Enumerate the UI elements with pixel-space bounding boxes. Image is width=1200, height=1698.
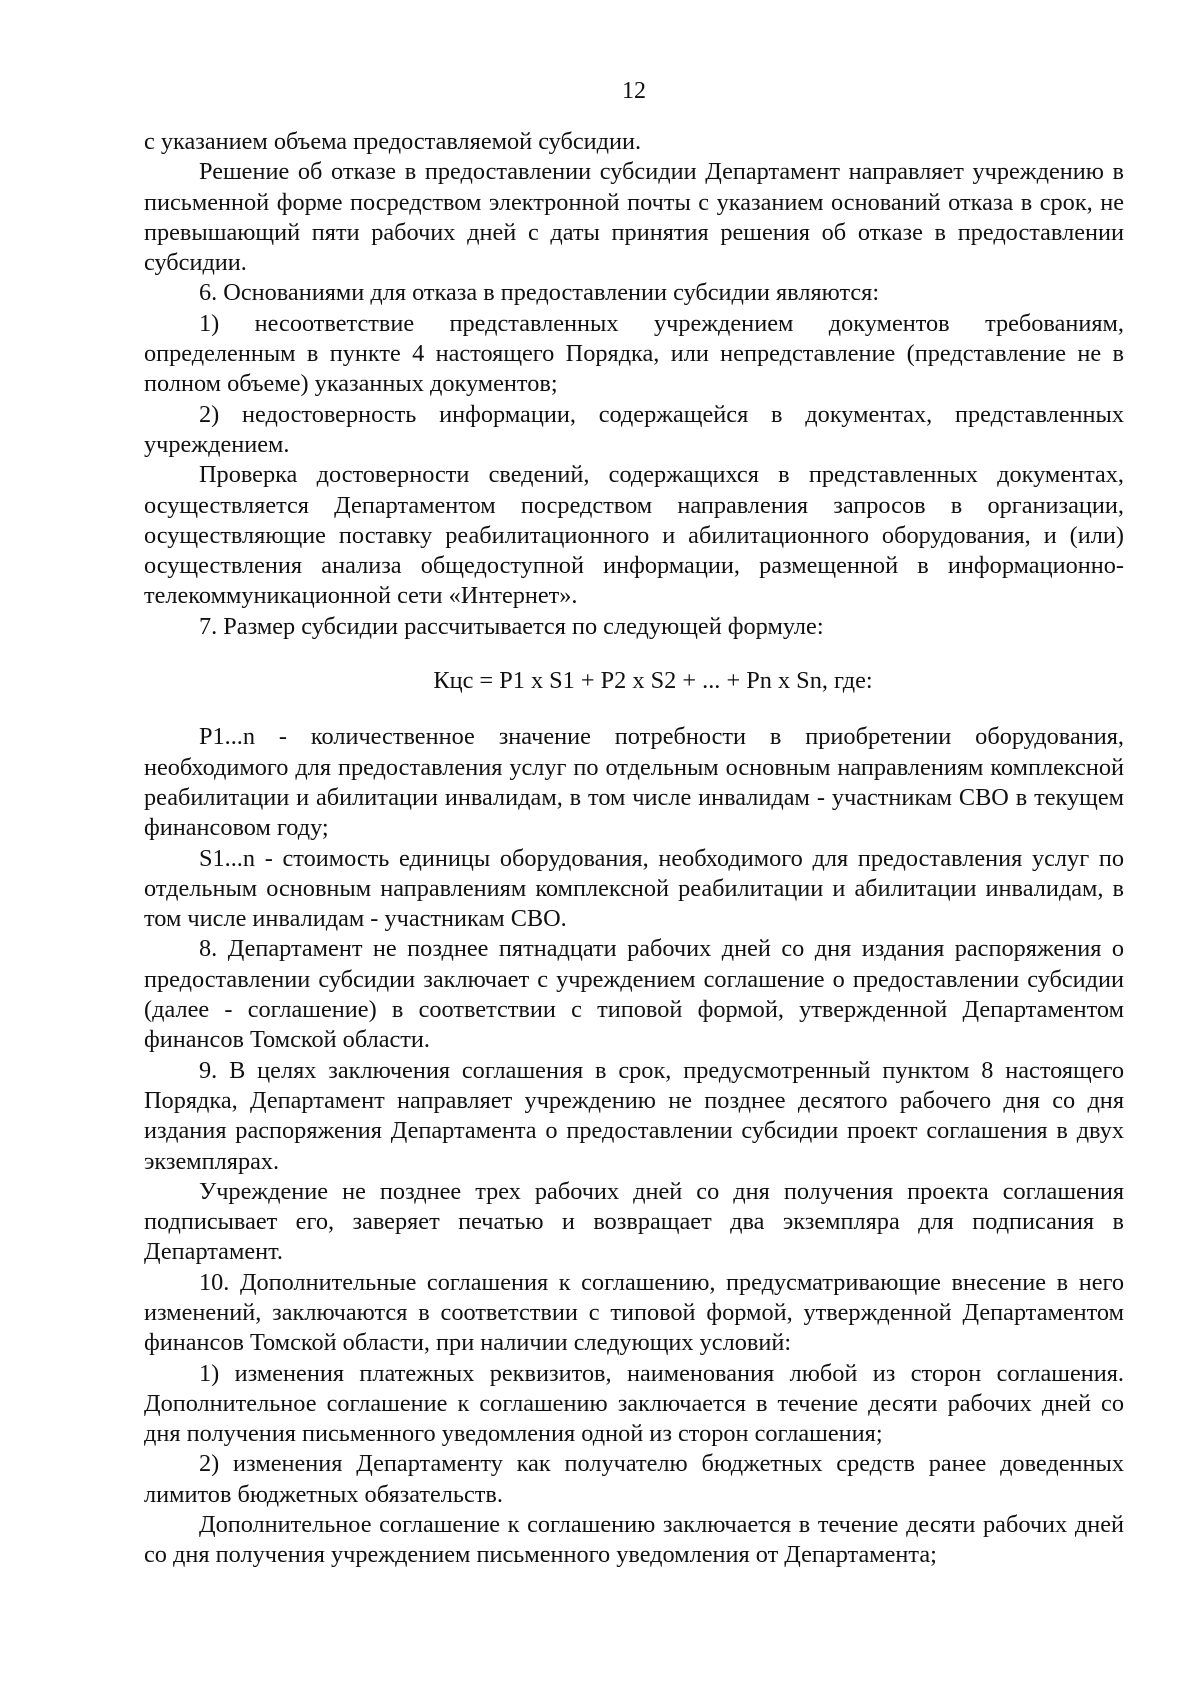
paragraph-refusal-decision: Решение об отказе в предоставлении субсидии Департамент направляет учреждению в письменной форме посредством электронной почты с указанием оснований отказа в срок, не превышающий пяти рабочих дней с даты принятия решения об отказе в предоставлении субсидии.: [144, 158, 1124, 277]
paragraph-additional-agreement-term: Дополнительное соглашение к соглашению заключается в течение десяти рабочих дней со дня получения учреждением письменного уведомления от Департамента;: [144, 1511, 1124, 1569]
document-body: [144, 127, 1124, 1571]
paragraph-6-item-2: 2) недостоверность информации, содержащейся в документах, представленных учреждением.: [144, 400, 1124, 458]
page-number: 12: [622, 78, 646, 104]
paragraph-institution-signing: Учреждение не позднее трех рабочих дней со дня получения проекта соглашения подписывает его, заверяет печатью и возвращает два экземпляра для подписания в Департамент.: [144, 1177, 1124, 1266]
paragraph-s-definition: S1...n - стоимость единицы оборудования, необходимого для предоставления услуг по отдельным основным направлениям комплексной реабилитации и абилитации инвалидам, в том числе инвалидам - участникам СВО.: [144, 844, 1124, 933]
paragraph-8-agreement: 8. Департамент не позднее пятнадцати рабочих дней со дня издания распоряжения о предоставлении субсидии заключает с учреждением соглашение о предоставлении субсидии (далее - соглашение) в соответствии с типовой формой, утвержденной Департаментом финансов Томской области.: [144, 935, 1124, 1054]
paragraph-6-item-1: 1) несоответствие представленных учреждением документов требованиям, определенным в пункте 4 настоящего Порядка, или непредставление (представление не в полном объеме) указанных документов;: [144, 309, 1124, 398]
subsidy-formula: Кцс = P1 x S1 + P2 x S2 + ... + Pn x Sn, где:: [433, 667, 873, 695]
paragraph-10-item-2: 2) изменения Департаменту как получателю бюджетных средств ранее доведенных лимитов бюджетных обязательств.: [144, 1450, 1124, 1508]
paragraph-6-grounds-for-refusal: 6. Основаниями для отказа в предоставлении субсидии являются:: [199, 279, 880, 307]
paragraph-10-item-1: 1) изменения платежных реквизитов, наименования любой из сторон соглашения. Дополнительное соглашение к соглашению заключается в течение десяти рабочих дней со дня получения письменного уведомления одной из сторон соглашения;: [144, 1359, 1124, 1448]
paragraph-10-additional-agreements: 10. Дополнительные соглашения к соглашению, предусматривающие внесение в него изменений, заключаются в соответствии с типовой формой, утвержденной Департаментом финансов Томской области, при наличии следующих условий:: [144, 1268, 1124, 1357]
paragraph-verification: Проверка достоверности сведений, содержащихся в представленных документах, осуществляется Департаментом посредством направления запросов в организации, осуществляющие поставку реабилитационного и абилитационного оборудования, и (или) осуществления анализа общедоступной информации, размещенной в информационно-телекоммуникационной сети «Интернет».: [144, 461, 1124, 610]
paragraph-7-formula-intro: 7. Размер субсидии рассчитывается по следующей формуле:: [199, 612, 824, 640]
paragraph-p-definition: P1...n - количественное значение потребности в приобретении оборудования, необходимого для предоставления услуг по отдельным основным направлениям комплексной реабилитации и абилитации инвалидам, в том числе инвалидам - участникам СВО в текущем финансовом году;: [144, 723, 1124, 842]
paragraph-subsidy-amount: с указанием объема предоставляемой субсидии.: [144, 128, 642, 155]
paragraph-9-agreement-draft: 9. В целях заключения соглашения в срок, предусмотренный пунктом 8 настоящего Порядка, Департамент направляет учреждению не позднее десятого рабочего дня со дня издания распоряжения Департамента о предоставлении субсидии проект соглашения в двух экземплярах.: [144, 1056, 1124, 1175]
